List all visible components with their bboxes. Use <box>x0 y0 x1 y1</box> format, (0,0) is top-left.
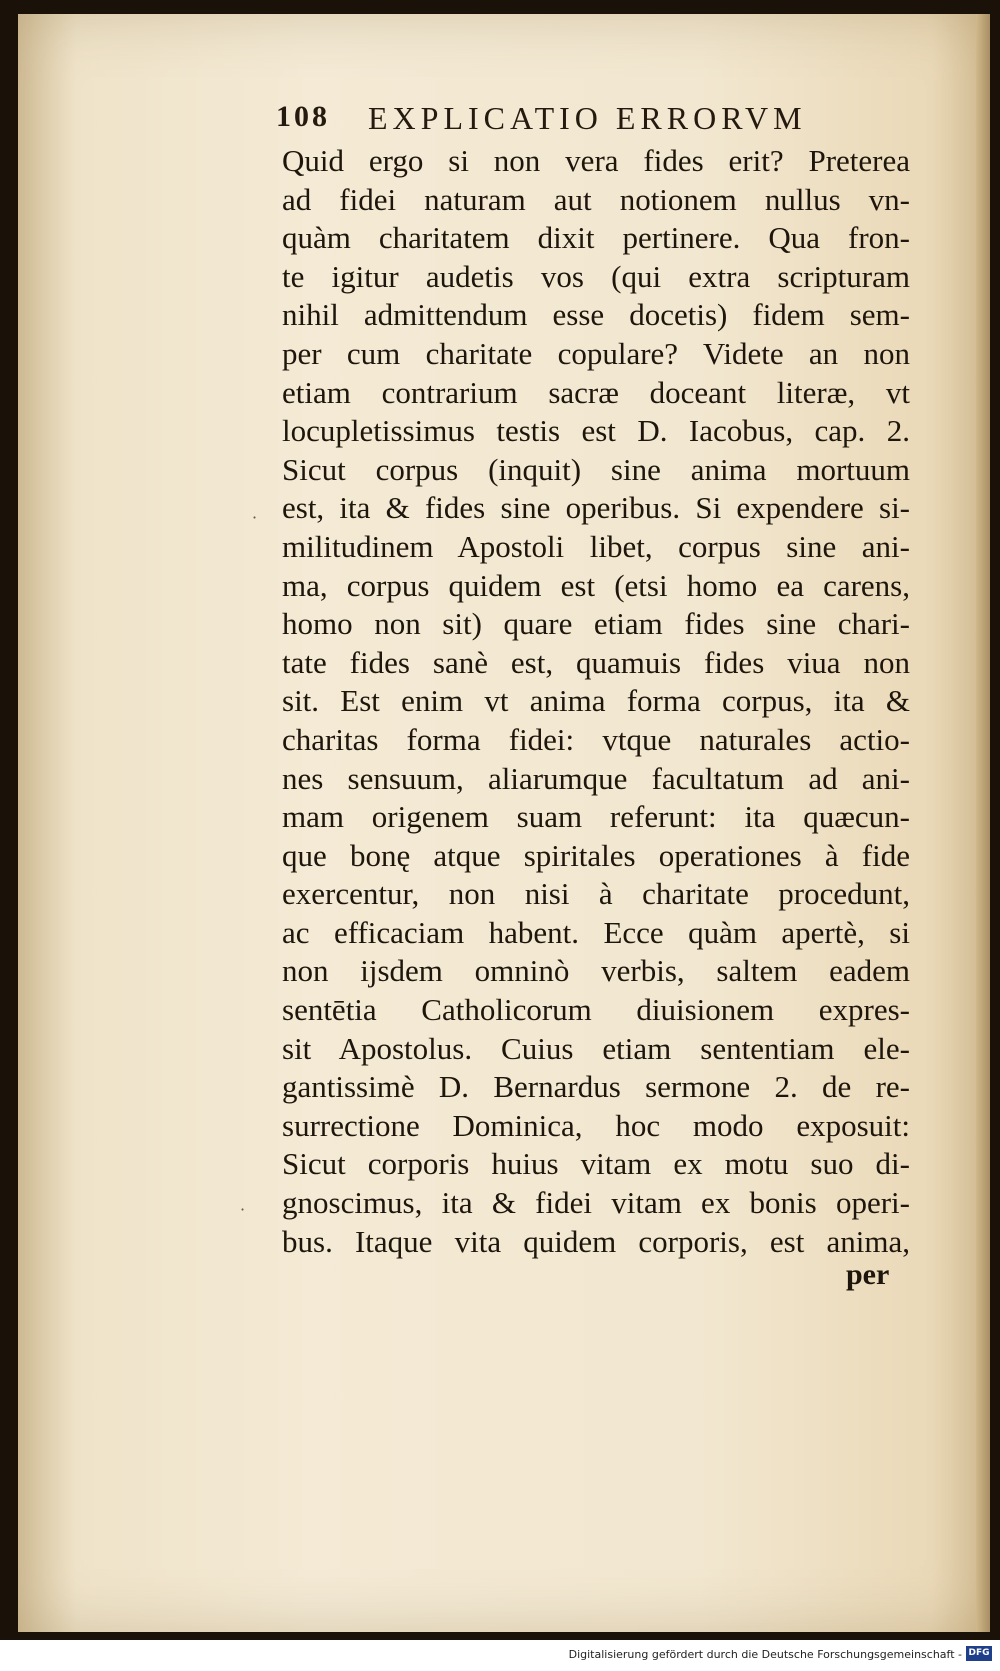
text-line: sit Apostolus. Cuius etiam sententiam ele- <box>282 1030 910 1066</box>
text-line: exercentur, non nisi à charitate procedunt, <box>282 876 910 912</box>
text-line: sit. Est enim vt anima forma corpus, ita & <box>282 683 910 719</box>
text-line: est, ita & fides sine operibus. Si expendere si- <box>282 490 910 526</box>
page-header <box>276 100 924 142</box>
text-line: bus. Itaque vita quidem corporis, est anima, <box>282 1223 910 1259</box>
text-line: ac efficaciam habent. Ecce quàm apertè, si <box>282 914 910 950</box>
text-line: locupletissimus testis est D. Iacobus, cap. 2. <box>282 413 910 449</box>
text-line: Quid ergo si non vera fides erit? Preterea <box>282 143 910 178</box>
text-line: militudinem Apostoli libet, corpus sine ani- <box>282 528 910 564</box>
text-line: non ijsdem omninò verbis, saltem eadem <box>282 953 910 989</box>
text-line: que bonę atque spiritales operationes à fide <box>282 837 910 873</box>
text-line: sentētia Catholicorum diuisionem expres- <box>282 992 910 1028</box>
running-title: EXPLICATIO ERRORVM <box>368 100 807 136</box>
text-line: ma, corpus quidem est (etsi homo ea carens, <box>282 567 910 603</box>
margin-mark: · <box>240 1200 246 1219</box>
text-line: te igitur audetis vos (qui extra scripturam <box>282 258 910 294</box>
text-line: homo non sit) quare etiam fides sine chari- <box>282 606 910 642</box>
page-fold <box>976 14 990 1632</box>
text-line: Sicut corporis huius vitam ex motu suo di- <box>282 1146 910 1182</box>
text-line: mam origenem suam referunt: ita quæcun- <box>282 799 910 835</box>
digitization-credit: Digitalisierung gefördert durch die Deutsche Forschungsgemeinschaft - <box>568 1648 962 1661</box>
footer-bar <box>0 1640 1000 1671</box>
text-line: charitas forma fidei: vtque naturales actio- <box>282 721 910 757</box>
text-line: Sicut corpus (inquit) sine anima mortuum <box>282 451 910 487</box>
text-line: per cum charitate copulare? Videte an non <box>282 335 910 371</box>
text-line: etiam contrarium sacræ doceant literæ, vt <box>282 374 910 410</box>
text-line: nihil admittendum esse docetis) fidem sem- <box>282 297 910 333</box>
dfg-logo: DFG <box>966 1646 992 1661</box>
page-body-text <box>282 142 910 1261</box>
text-line: gnoscimus, ita & fidei vitam ex bonis operi- <box>282 1185 910 1221</box>
catchword: per <box>846 1258 890 1291</box>
margin-mark: · <box>252 508 258 527</box>
text-line: gantissimè D. Bernardus sermone 2. de re- <box>282 1069 910 1105</box>
text-line: nes sensuum, aliarumque facultatum ad ani- <box>282 760 910 796</box>
text-line: quàm charitatem dixit pertinere. Qua fron- <box>282 220 910 256</box>
page-number: 108 <box>276 100 330 133</box>
text-line: tate fides sanè est, quamuis fides viua non <box>282 644 910 680</box>
text-line: surrectione Dominica, hoc modo exposuit: <box>282 1107 910 1143</box>
text-line: ad fidei naturam aut notionem nullus vn- <box>282 181 910 217</box>
